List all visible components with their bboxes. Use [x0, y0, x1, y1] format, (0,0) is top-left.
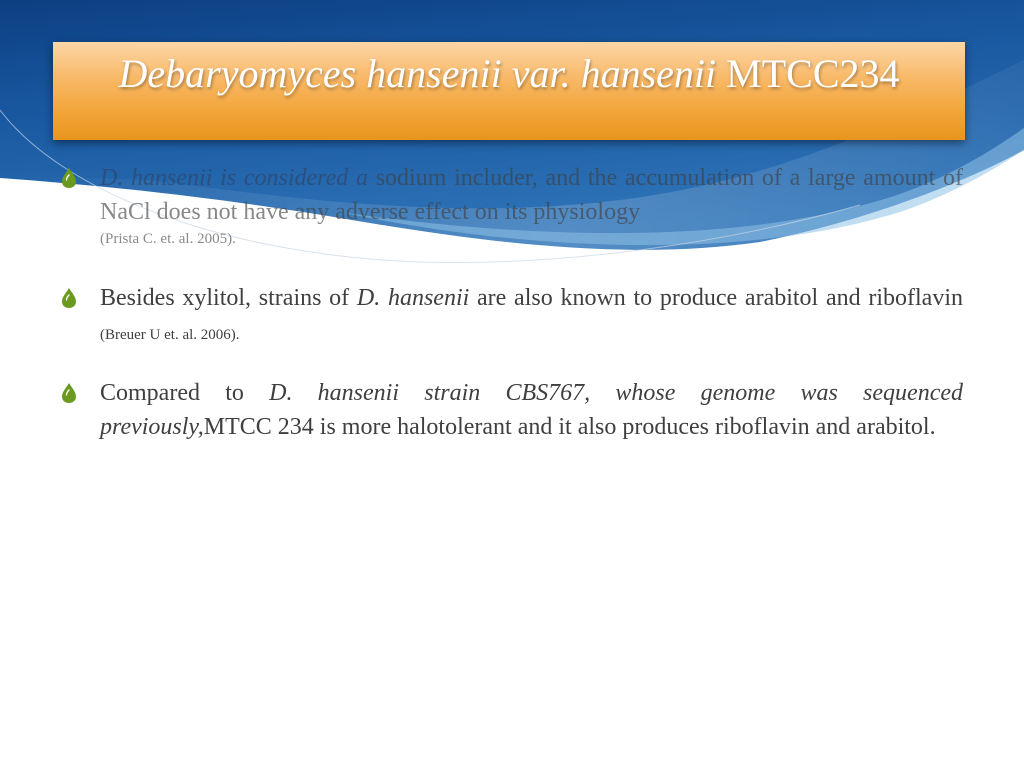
- bullet-body: MTCC 234 is more halotolerant and it also produces riboflavin and arabitol.: [203, 414, 936, 440]
- drop-icon: [60, 167, 78, 189]
- bullet-item: [60, 376, 963, 444]
- title-regular: MTCC234: [716, 51, 900, 96]
- bullet-item: [60, 281, 963, 352]
- bullet-body: sodium includer, and the accumulation of a large amount of NaCl does not have any adverse effect on its physiology: [100, 165, 963, 225]
- bullet-text: [100, 281, 963, 352]
- bullet-body: are also known to produce arabitol and riboflavin: [469, 285, 963, 311]
- drop-icon: [60, 382, 78, 404]
- bullet-body: Compared to: [100, 380, 270, 406]
- bullet-text: [100, 161, 963, 249]
- drop-icon: [60, 287, 78, 309]
- bullet-body: Besides xylitol, strains of: [100, 285, 357, 311]
- bullet-italic: D. hansenii strain CBS767, whose genome was sequenced previously,: [100, 380, 964, 440]
- bullet-italic: D. hansenii: [356, 285, 470, 311]
- bullet-item: [60, 161, 963, 249]
- bullet-text: [100, 376, 963, 444]
- citation: (Breuer U et. al. 2006).: [100, 327, 240, 343]
- citation: (Prista C. et. al. 2005).: [100, 231, 236, 247]
- bullet-italic: D. hansenii is considered a: [100, 165, 368, 191]
- title-italic: Debaryomyces hansenii var. hansenii: [118, 51, 717, 96]
